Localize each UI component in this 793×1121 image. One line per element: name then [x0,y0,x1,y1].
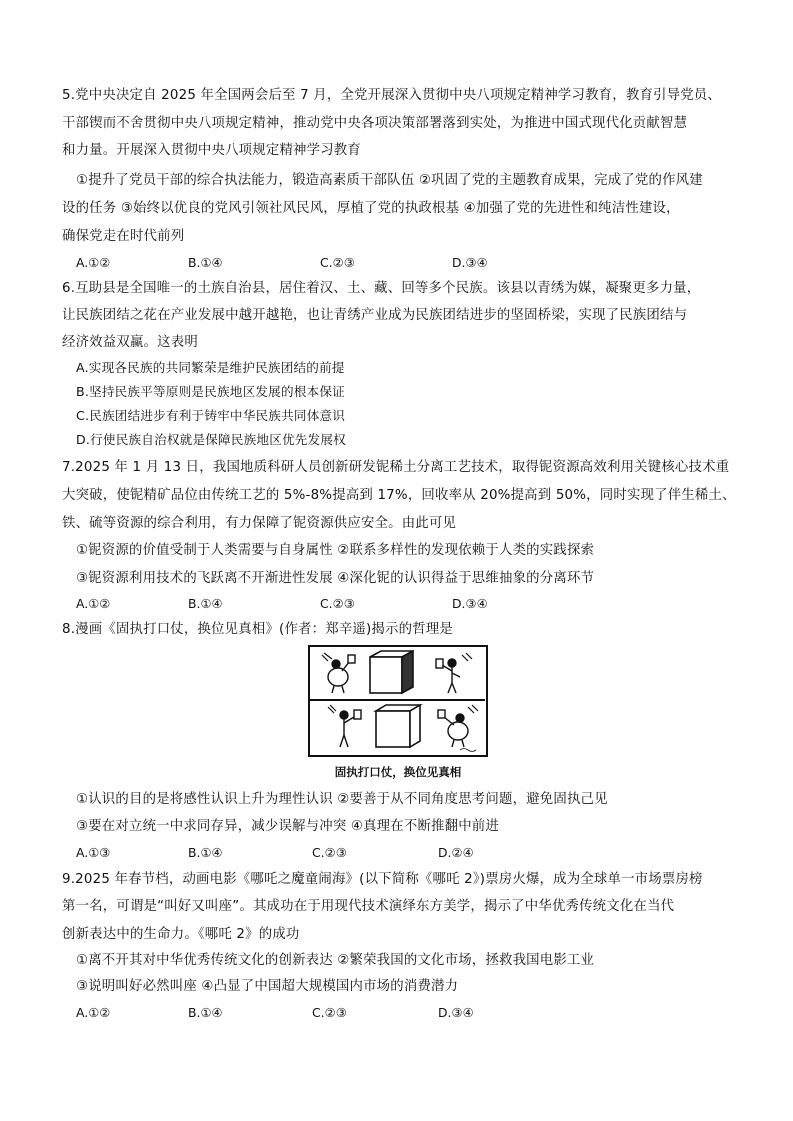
q8-stem-line-1: 8.漫画《固执打口仗，换位见真相》(作者：郑辛遥)揭示的哲理是 [62,622,453,637]
q5-option-c[interactable]: C.②③ [320,255,355,270]
q6-option-a[interactable]: A.实现各民族的共同繁荣是维护民族团结的前提 [76,360,345,375]
q5-option-b[interactable]: B.①④ [188,255,223,270]
q8-option-d[interactable]: D.②④ [438,845,474,860]
q6-stem-line-1: 6.互助县是全国唯一的土族自治县，居住着汉、土、藏、回等多个民族。该县以青绣为媒，凝聚更多力量， [62,281,701,296]
q9-option-b[interactable]: B.①④ [188,1005,223,1020]
q7-stem-line-2: 大突破，使铌精矿品位由传统工艺的 5%-8%提高到 17%，回收率从 20%提高到 50%，同时实现了伴生稀土、 [62,488,736,503]
q9-stem-line-1: 9.2025 年春节档，动画电影《哪吒之魔童闹海》(以下简称《哪吒 2》)票房火爆，成为全球单一市场票房榜 [62,872,703,887]
q8-option-a[interactable]: A.①③ [76,845,111,860]
q6-option-c[interactable]: C.民族团结进步有利于铸牢中华民族共同体意识 [76,408,346,423]
comic-image [308,645,488,757]
q5-item-line-3: 确保党走在时代前列 [62,229,185,244]
q8-item-line-1: ①认识的目的是将感性认识上升为理性认识 ②要善于从不同角度思考问题，避免固执己见 [76,792,608,807]
q7-item-line-1: ①铌资源的价值受制于人类需要与自身属性 ②联系多样性的发现依赖于人类的实践探索 [76,543,595,558]
q9-option-a[interactable]: A.①② [76,1005,111,1020]
q7-item-line-2: ③铌资源利用技术的飞跃离不开渐进性发展 ④深化铌的认识得益于思维抽象的分离环节 [76,571,595,586]
comic-drawing [310,647,485,754]
q7-stem-line-3: 铁、硫等资源的综合利用，有力保障了铌资源供应安全。由此可见 [62,516,457,531]
q7-option-b[interactable]: B.①④ [188,596,223,611]
q7-stem-line-1: 7.2025 年 1 月 13 日，我国地质科研人员创新研发铌稀土分离工艺技术，取得铌资源高效利用关键核心技术重 [62,460,730,475]
q5-stem-line-3: 和力量。开展深入贯彻中央八项规定精神学习教育 [62,143,361,158]
q6-stem-line-3: 经济效益双赢。这表明 [62,335,198,350]
q5-stem-line-1: 5.党中央决定自 2025 年全国两会后至 7 月，全党开展深入贯彻中央八项规定精神学习教育，教育引导党员、 [62,88,721,103]
comic-caption: 固执打口仗，换位见真相 [334,765,462,779]
q8-option-b[interactable]: B.①④ [188,845,223,860]
comic-top-left-figure [322,653,355,693]
q6-option-d[interactable]: D.行使民族自治权就是保障民族地区优先发展权 [76,432,346,447]
q5-item-line-1: ①提升了党员干部的综合执法能力，锻造高素质干部队伍 ②巩固了党的主题教育成果，完成了党的作风建 [76,173,703,188]
comic-top-box [370,651,413,693]
q9-stem-line-3: 创新表达中的生命力。《哪吒 2》的成功 [62,927,300,942]
q7-option-c[interactable]: C.②③ [320,596,355,611]
q5-stem-line-2: 干部锲而不舍贯彻中央八项规定精神，推动党中央各项决策部署落到实处，为推进中国式现代化贡献智慧 [62,116,688,131]
q7-option-d[interactable]: D.③④ [452,596,488,611]
q6-option-b[interactable]: B.坚持民族平等原则是民族地区发展的根本保证 [76,384,345,399]
q8-option-c[interactable]: C.②③ [312,845,347,860]
q9-option-c[interactable]: C.②③ [312,1005,347,1020]
comic-top-right-figure [436,653,472,693]
comic-bottom-box [376,705,420,747]
q5-item-line-2: 设的任务 ③始终以优良的党风引领社风民风，厚植了党的执政根基 ④加强了党的先进性和纯洁性建设， [62,201,680,216]
q5-option-a[interactable]: A.①② [76,255,111,270]
comic-bottom-right-figure [438,705,478,747]
q5-option-d[interactable]: D.③④ [452,255,488,270]
q6-stem-line-2: 让民族团结之花在产业发展中越开越艳，也让青绣产业成为民族团结进步的坚固桥梁，实现了民族团结与 [62,308,688,323]
q7-option-a[interactable]: A.①② [76,596,111,611]
q9-item-line-1: ①离不开其对中华优秀传统文化的创新表达 ②繁荣我国的文化市场，拯救我国电影工业 [76,953,595,968]
q9-item-line-2: ③说明叫好必然叫座 ④凸显了中国超大规模国内市场的消费潜力 [76,979,459,994]
q8-item-line-2: ③要在对立统一中求同存异，减少误解与冲突 ④真理在不断推翻中前进 [76,819,499,834]
comic-bottom-left-figure [328,705,361,747]
q9-option-d[interactable]: D.③④ [438,1005,474,1020]
q9-stem-line-2: 第一名，可谓是“叫好又叫座”。其成功在于用现代技术演绎东方美学，揭示了中华优秀传统文化在当代 [62,899,675,914]
